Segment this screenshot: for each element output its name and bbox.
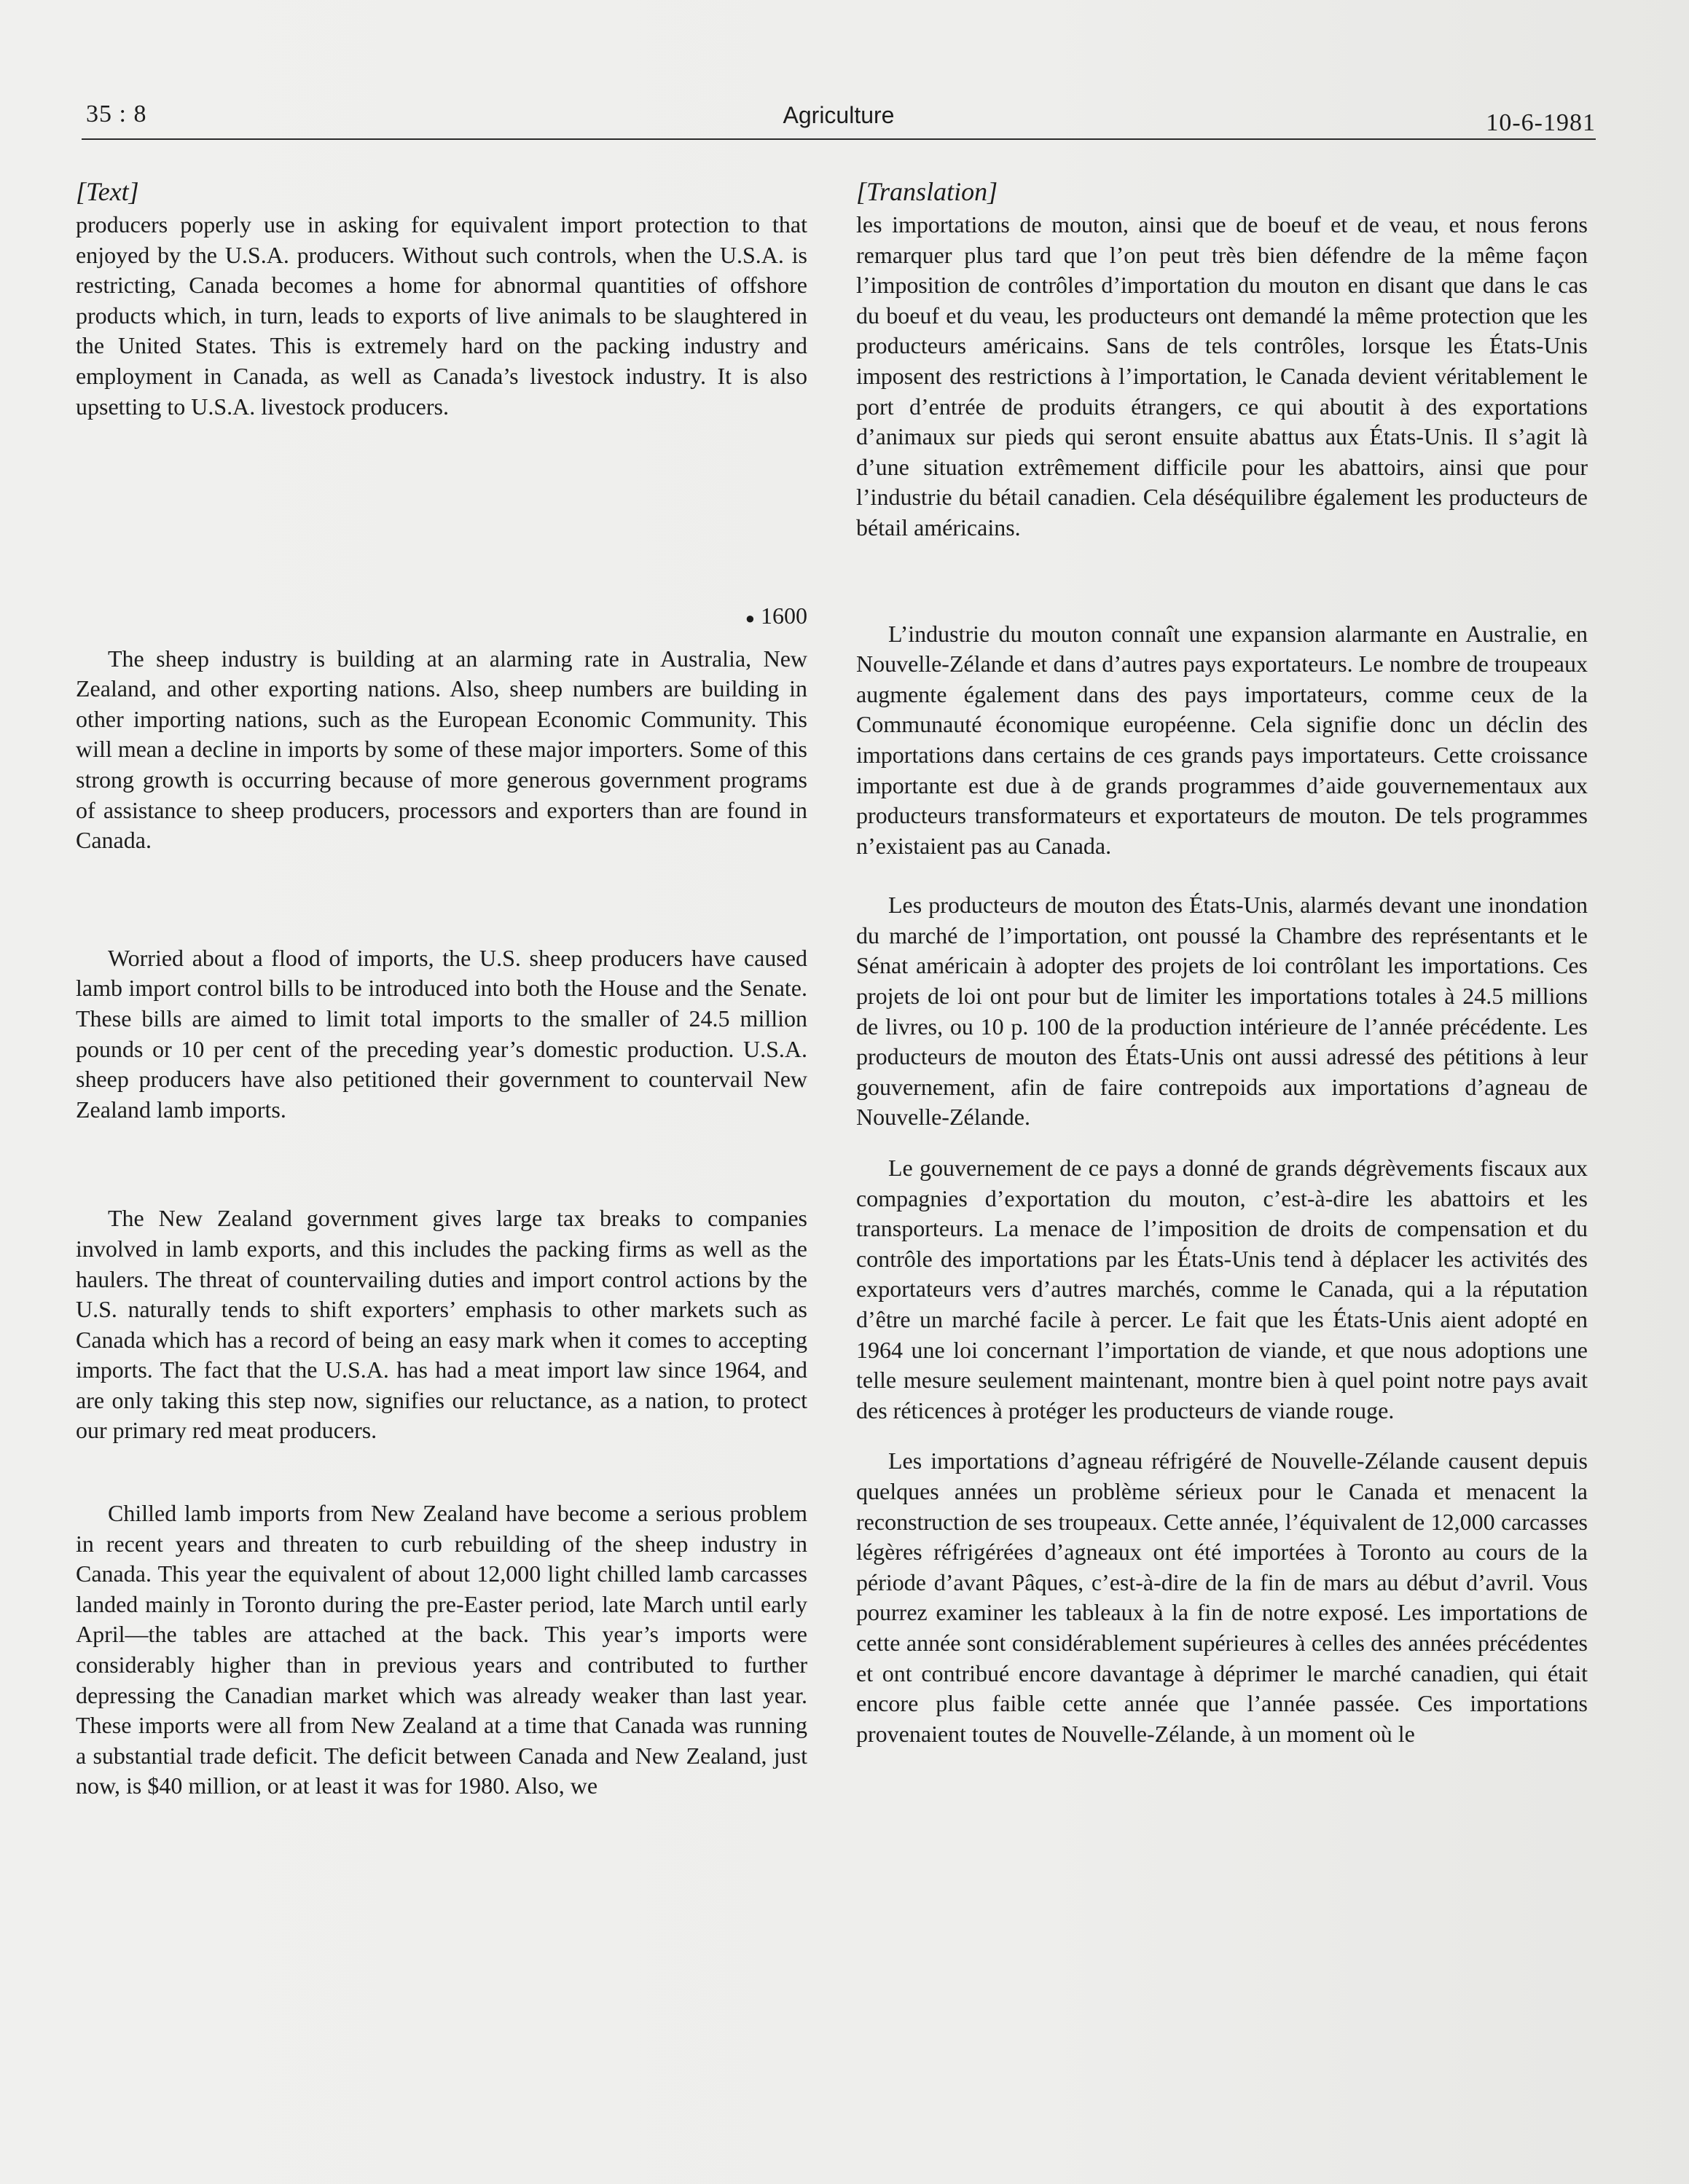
paragraph: Les importations d’agneau réfrigéré de Nouvelle-Zélande causent depuis quelques années un problème sérieux pour le Canada et menacent la reconstruction de ses troupeaux. Cette année, l’équivalent de 12,000 carcasses légères réfrigérées d’agneaux ont été importées à Toronto au cours de la période d’avant Pâques, c’est-à-dire de la fin de mars au début d’avril. Vous pourrez examiner les tableaux à la fin de notre exposé. Les importations de cette année sont considérablement supérieures à celles des années précédentes et ont contribué encore davantage à déprimer le marché canadien, qui était encore plus faible cette année que l’année passée. Ces importations provenaient toutes de Nouvelle-Zélande, à un moment où le <box>856 1448 1588 1747</box>
section-title: Agriculture <box>783 102 895 128</box>
column-label-translation: [Translation] <box>856 177 998 206</box>
english-column <box>76 168 807 1802</box>
paragraph: L’industrie du mouton connaît une expansion alarmante en Australie, en Nouvelle-Zélande et dans d’autres pays exportateurs. Le nombre de troupeaux augmente également dans des pays importateurs, comme ceux de la Communauté économique européenne. Cela signifie donc un déclin des importations dans certains de ces grands pays importateurs. Cette croissance importante est due à de grands programmes d’aide gouvernementaux aux producteurs transformateurs et exportateurs de mouton. De tels programmes n’existaient pas au Canada. <box>856 620 1588 859</box>
page-date: 10-6-1981 <box>1486 109 1596 136</box>
time-marker <box>76 601 807 633</box>
paragraph: Chilled lamb imports from New Zealand have become a serious problem in recent years and threaten to curb rebuilding of the sheep industry in Canada. This year the equivalent of about 12,000 light chilled lamb carcasses landed mainly in Toronto during the pre-Easter period, late March until early April—the tables are attached at the back. This year’s imports were considerably higher than in previous years and contributed to further depressing the Canadian market which was already weaker than last year. These imports were all from New Zealand at a time that Canada was running a substantial trade deficit. The deficit between Canada and New Zealand, just now, is $40 million, or at least it was for 1980. Also, we <box>76 1500 807 1799</box>
time-marker-value: 1600 <box>761 602 807 629</box>
paragraph: producers poperly use in asking for equivalent import protection to that enjoyed by the U.S.A. producers. Without such controls, when the U.S.A. is restricting, Canada becomes a home for abnormal quantities of offshore products which, in turn, leads to exports of live animals to be slaughtered in the United States. This is extremely hard on the packing industry and employment in Canada, as well as Canada’s livestock industry. It is also upsetting to U.S.A. livestock producers. <box>76 211 807 420</box>
paragraph: Le gouvernement de ce pays a donné de grands dégrèvements fiscaux aux compagnies d’exportation du mouton, c’est-à-dire les abattoirs et les transporteurs. La menace de l’imposition de droits de compensation et du contrôle des importations par les États-Unis tend à déplacer les activités des exportateurs vers d’autres marchés, comme le Canada, qui a la réputation d’être un marché facile à percer. Le fait que les États-Unis aient adopté en 1964 une loi concernant l’importation de viande, et que nous adoptions une telle mesure seulement maintenant, montre bien à quel point notre pays avait des réticences à protéger les producteurs de viande rouge. <box>856 1155 1588 1423</box>
french-column <box>856 168 1588 1749</box>
page-header <box>82 95 1596 140</box>
paragraph: The New Zealand government gives large tax breaks to companies involved in lamb exports, and this includes the packing firms as well as the haulers. The threat of countervailing duties and import control actions by the U.S. naturally tends to shift exporters’ emphasis to other markets such as Canada which has a record of being an easy mark when it comes to accepting imports. The fact that the U.S.A. has had a meat import law since 1964, and are only taking this step now, signifies our reluctance, as a nation, to protect our primary red meat producers. <box>76 1205 807 1444</box>
paragraph: Les producteurs de mouton des États-Unis, alarmés devant une inondation du marché de l’importation, ont poussé la Chambre des représentants et le Sénat américain à adopter des projets de loi contrôlant les importations. Ces projets de loi ont pour but de limiter les importations totales à 24.5 millions de livres, ou 10 p. 100 de la production intérieure de l’année précédente. Les producteurs de mouton des États-Unis ont aussi adressé des pétitions à leur gouvernement, afin de faire contrepoids aux importations d’agneau de Nouvelle-Zélande. <box>856 892 1588 1131</box>
bullet-icon: ● <box>745 609 755 628</box>
paragraph: les importations de mouton, ainsi que de boeuf et de veau, et nous ferons remarquer plus tard que l’on peut très bien défendre de la même façon l’imposition de contrôles d’importation du mouton en disant que dans le cas du boeuf et du veau, les producteurs ont demandé la même protection que les producteurs américains. Sans de tels contrôles, lorsque les États-Unis imposent des restrictions à l’importation, le Canada devient véritablement le port d’entrée de produits étrangers, ce qui aboutit à des exportations d’animaux sur pieds qui seront ensuite abattus aux États-Unis. Il s’agit là d’une situation extrêmement difficile pour les abattoirs, ainsi que pour l’industrie du bétail canadien. Cela déséquilibre également les producteurs de bétail américains. <box>856 211 1588 541</box>
column-label-text: [Text] <box>76 177 139 206</box>
paragraph: Worried about a flood of imports, the U.S. sheep producers have caused lamb import control bills to be introduced into both the House and the Senate. These bills are aimed to limit total imports to the smaller of 24.5 million pounds or 10 per cent of the preceding year’s domestic production. U.S.A. sheep producers have also petitioned their government to countervail New Zealand lamb imports. <box>76 944 807 1123</box>
paragraph: The sheep industry is building at an alarming rate in Australia, New Zealand, and other exporting nations. Also, sheep numbers are building in other importing nations, such as the European Economic Community. This will mean a decline in imports by some of these major importers. Some of this strong growth is occurring because of more generous government programs of assistance to sheep producers, processors and exporters than are found in Canada. <box>76 645 807 854</box>
page-number: 35 : 8 <box>86 101 147 127</box>
